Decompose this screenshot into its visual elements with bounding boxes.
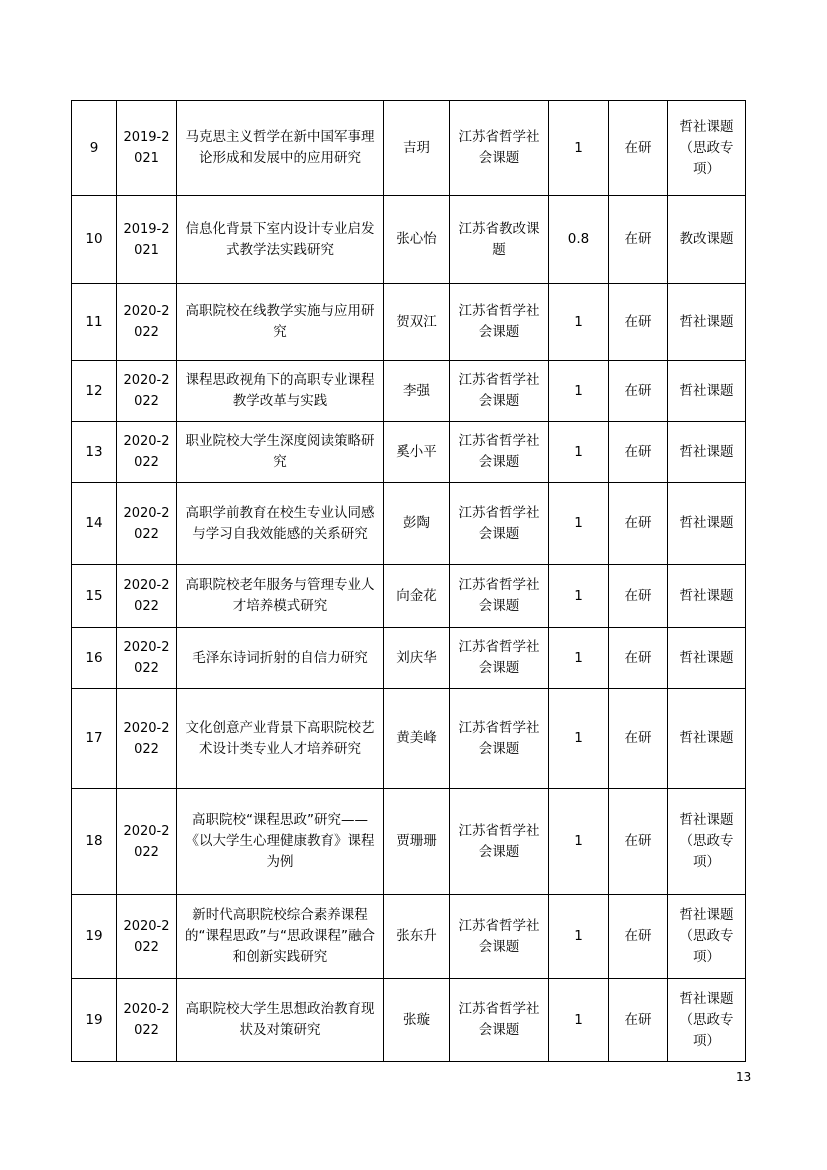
table-row bbox=[72, 101, 746, 196]
project-category: 哲社课题 bbox=[668, 483, 746, 565]
project-period: 2020-2022 bbox=[117, 789, 177, 895]
project-category: 哲社课题 bbox=[668, 689, 746, 789]
project-funding: 1 bbox=[549, 483, 609, 565]
project-category: 哲社课题（思政专项） bbox=[668, 895, 746, 979]
project-host: 黄美峰 bbox=[384, 689, 450, 789]
project-title: 高职院校老年服务与管理专业人才培养模式研究 bbox=[177, 565, 384, 628]
project-status: 在研 bbox=[609, 789, 668, 895]
project-funding: 1 bbox=[549, 565, 609, 628]
row-number: 16 bbox=[72, 628, 117, 689]
project-source: 江苏省哲学社会课题 bbox=[450, 483, 549, 565]
table-body bbox=[72, 101, 746, 1062]
project-period: 2020-2022 bbox=[117, 628, 177, 689]
project-host: 彭陶 bbox=[384, 483, 450, 565]
project-host: 张东升 bbox=[384, 895, 450, 979]
project-title: 高职院校“课程思政”研究——《以大学生心理健康教育》课程为例 bbox=[177, 789, 384, 895]
project-host: 张心怡 bbox=[384, 196, 450, 284]
project-title: 毛泽东诗词折射的自信力研究 bbox=[177, 628, 384, 689]
project-host: 贺双江 bbox=[384, 284, 450, 361]
row-number: 19 bbox=[72, 979, 117, 1062]
project-funding: 0.8 bbox=[549, 196, 609, 284]
project-source: 江苏省哲学社会课题 bbox=[450, 895, 549, 979]
project-funding: 1 bbox=[549, 628, 609, 689]
project-funding: 1 bbox=[549, 361, 609, 422]
project-title: 信息化背景下室内设计专业启发式教学法实践研究 bbox=[177, 196, 384, 284]
project-category: 哲社课题 bbox=[668, 361, 746, 422]
project-status: 在研 bbox=[609, 422, 668, 483]
project-title: 职业院校大学生深度阅读策略研究 bbox=[177, 422, 384, 483]
project-funding: 1 bbox=[549, 422, 609, 483]
projects-table bbox=[71, 100, 746, 1062]
row-number: 11 bbox=[72, 284, 117, 361]
project-period: 2020-2022 bbox=[117, 483, 177, 565]
project-period: 2020-2022 bbox=[117, 422, 177, 483]
project-category: 哲社课题 bbox=[668, 422, 746, 483]
project-funding: 1 bbox=[549, 689, 609, 789]
table-row bbox=[72, 422, 746, 483]
project-title: 新时代高职院校综合素养课程的“课程思政”与“思政课程”融合和创新实践研究 bbox=[177, 895, 384, 979]
project-status: 在研 bbox=[609, 284, 668, 361]
page-number: 13 bbox=[736, 1070, 752, 1084]
project-category: 哲社课题 bbox=[668, 284, 746, 361]
project-source: 江苏省哲学社会课题 bbox=[450, 101, 549, 196]
project-category: 教改课题 bbox=[668, 196, 746, 284]
project-status: 在研 bbox=[609, 101, 668, 196]
row-number: 10 bbox=[72, 196, 117, 284]
project-host: 奚小平 bbox=[384, 422, 450, 483]
project-period: 2020-2022 bbox=[117, 979, 177, 1062]
row-number: 12 bbox=[72, 361, 117, 422]
table-row bbox=[72, 284, 746, 361]
project-title: 课程思政视角下的高职专业课程教学改革与实践 bbox=[177, 361, 384, 422]
project-title: 高职学前教育在校生专业认同感与学习自我效能感的关系研究 bbox=[177, 483, 384, 565]
project-host: 张璇 bbox=[384, 979, 450, 1062]
table-row bbox=[72, 689, 746, 789]
project-status: 在研 bbox=[609, 979, 668, 1062]
project-period: 2020-2022 bbox=[117, 565, 177, 628]
project-source: 江苏省哲学社会课题 bbox=[450, 565, 549, 628]
project-period: 2019-2021 bbox=[117, 101, 177, 196]
project-category: 哲社课题 bbox=[668, 565, 746, 628]
row-number: 18 bbox=[72, 789, 117, 895]
project-source: 江苏省哲学社会课题 bbox=[450, 284, 549, 361]
project-funding: 1 bbox=[549, 101, 609, 196]
table-row bbox=[72, 628, 746, 689]
project-source: 江苏省哲学社会课题 bbox=[450, 628, 549, 689]
project-host: 贾珊珊 bbox=[384, 789, 450, 895]
project-funding: 1 bbox=[549, 979, 609, 1062]
project-status: 在研 bbox=[609, 628, 668, 689]
table-row bbox=[72, 483, 746, 565]
table-row bbox=[72, 361, 746, 422]
project-period: 2019-2021 bbox=[117, 196, 177, 284]
project-host: 吉玥 bbox=[384, 101, 450, 196]
project-funding: 1 bbox=[549, 789, 609, 895]
project-source: 江苏省教改课题 bbox=[450, 196, 549, 284]
project-title: 文化创意产业背景下高职院校艺术设计类专业人才培养研究 bbox=[177, 689, 384, 789]
project-period: 2020-2022 bbox=[117, 895, 177, 979]
table-row bbox=[72, 565, 746, 628]
row-number: 19 bbox=[72, 895, 117, 979]
project-title: 高职院校大学生思想政治教育现状及对策研究 bbox=[177, 979, 384, 1062]
project-category: 哲社课题（思政专项） bbox=[668, 101, 746, 196]
row-number: 15 bbox=[72, 565, 117, 628]
project-status: 在研 bbox=[609, 565, 668, 628]
row-number: 13 bbox=[72, 422, 117, 483]
table-row bbox=[72, 979, 746, 1062]
table-row bbox=[72, 895, 746, 979]
project-status: 在研 bbox=[609, 483, 668, 565]
row-number: 9 bbox=[72, 101, 117, 196]
project-source: 江苏省哲学社会课题 bbox=[450, 689, 549, 789]
project-period: 2020-2022 bbox=[117, 284, 177, 361]
project-status: 在研 bbox=[609, 196, 668, 284]
project-funding: 1 bbox=[549, 284, 609, 361]
project-status: 在研 bbox=[609, 689, 668, 789]
row-number: 14 bbox=[72, 483, 117, 565]
table-row bbox=[72, 196, 746, 284]
project-source: 江苏省哲学社会课题 bbox=[450, 979, 549, 1062]
project-source: 江苏省哲学社会课题 bbox=[450, 422, 549, 483]
project-host: 李强 bbox=[384, 361, 450, 422]
project-title: 马克思主义哲学在新中国军事理论形成和发展中的应用研究 bbox=[177, 101, 384, 196]
project-title: 高职院校在线教学实施与应用研究 bbox=[177, 284, 384, 361]
project-source: 江苏省哲学社会课题 bbox=[450, 361, 549, 422]
project-host: 向金花 bbox=[384, 565, 450, 628]
project-period: 2020-2022 bbox=[117, 689, 177, 789]
project-category: 哲社课题（思政专项） bbox=[668, 789, 746, 895]
project-status: 在研 bbox=[609, 895, 668, 979]
project-source: 江苏省哲学社会课题 bbox=[450, 789, 549, 895]
project-period: 2020-2022 bbox=[117, 361, 177, 422]
project-status: 在研 bbox=[609, 361, 668, 422]
project-category: 哲社课题（思政专项） bbox=[668, 979, 746, 1062]
table-row bbox=[72, 789, 746, 895]
row-number: 17 bbox=[72, 689, 117, 789]
project-funding: 1 bbox=[549, 895, 609, 979]
project-host: 刘庆华 bbox=[384, 628, 450, 689]
project-category: 哲社课题 bbox=[668, 628, 746, 689]
